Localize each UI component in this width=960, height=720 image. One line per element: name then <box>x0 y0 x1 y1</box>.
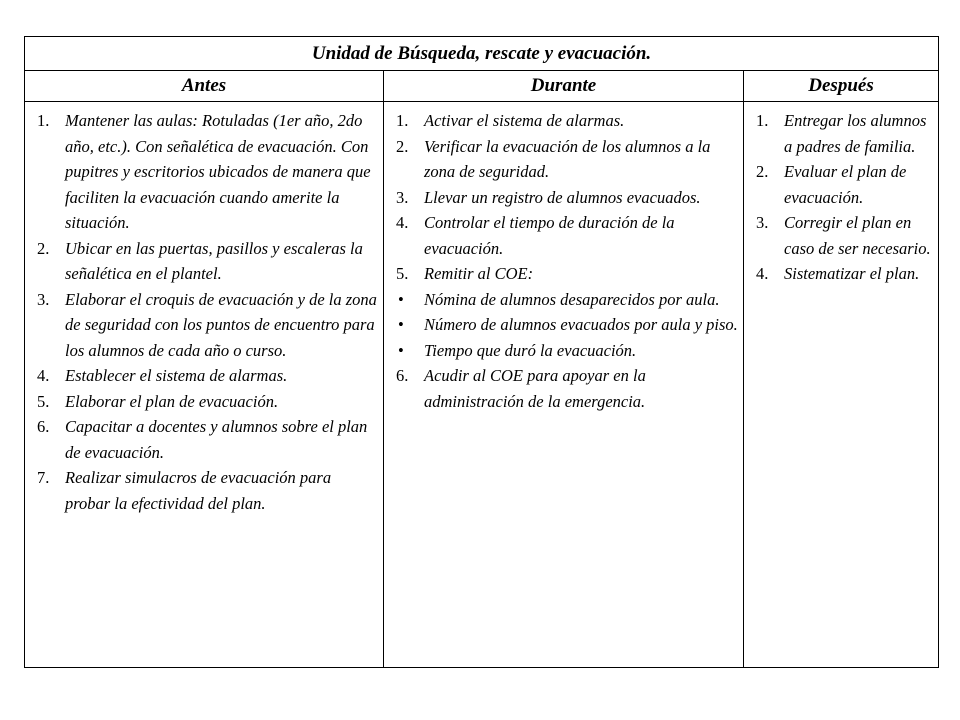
list-item <box>748 210 934 261</box>
header-antes: Antes <box>25 71 384 102</box>
list-number: 2. <box>756 162 769 181</box>
list-item-text: Elaborar el plan de evacuación. <box>65 391 279 411</box>
list-item <box>388 185 739 211</box>
list-item <box>748 108 934 159</box>
list-item-text: Mantener las aulas: Rotuladas (1er año, 2do año, etc.). Con señalética de evacuación. Con pupitres y escritorios ubicados de manera que faciliten la evacuación cuando amerite la situación. <box>65 111 371 232</box>
antes-list <box>25 102 383 516</box>
list-item-text: Controlar el tiempo de duración de la evacuación. <box>424 213 675 258</box>
list-number: 1. <box>756 111 769 130</box>
column-despues <box>744 102 939 668</box>
list-item <box>29 108 379 236</box>
list-item <box>29 363 379 389</box>
list-item <box>388 210 739 261</box>
list-item-text: Llevar un registro de alumnos evacuados. <box>424 187 701 207</box>
list-number: 7. <box>37 468 50 487</box>
list-item-text: Sistematizar el plan. <box>784 264 920 283</box>
list-item <box>748 261 934 287</box>
list-item <box>388 363 739 414</box>
column-antes <box>25 102 384 668</box>
list-number: 5. <box>396 264 409 283</box>
list-item-text: Entregar los alumnos a padres de familia. <box>784 111 927 156</box>
list-number: 4. <box>37 366 50 385</box>
list-item-text: Realizar simulacros de evacuación para probar la efectividad del plan. <box>65 468 332 513</box>
list-number: 2. <box>37 238 50 258</box>
despues-list <box>744 102 938 287</box>
body-row <box>25 102 939 668</box>
list-number: 3. <box>756 213 769 232</box>
list-item-text: Nómina de alumnos desaparecidos por aula. <box>424 289 720 309</box>
list-item <box>388 134 739 185</box>
list-number: 6. <box>396 366 409 385</box>
list-item-text: Evaluar el plan de evacuación. <box>784 162 907 207</box>
list-item <box>388 312 739 338</box>
list-item-text: Verificar la evacuación de los alumnos a la zona de seguridad. <box>424 136 711 181</box>
list-number: 5. <box>37 391 50 411</box>
list-item <box>29 236 379 287</box>
list-item-text: Elaborar el croquis de evacuación y de la zona de seguridad con los puntos de encuentro para los alumnos de cada año o curso. <box>65 289 377 360</box>
list-item-text: Remitir al COE: <box>424 264 534 283</box>
bullet-marker: • <box>398 340 404 360</box>
list-item-text: Ubicar en las puertas, pasillos y escaleras la señalética en el plantel. <box>65 238 363 283</box>
list-item <box>29 389 379 415</box>
list-item-text: Establecer el sistema de alarmas. <box>65 366 288 385</box>
list-number: 1. <box>396 111 409 130</box>
list-item <box>29 465 379 516</box>
list-item-text: Capacitar a docentes y alumnos sobre el plan de evacuación. <box>65 417 368 462</box>
header-row <box>25 71 939 102</box>
list-item-text: Corregir el plan en caso de ser necesario. <box>784 213 931 258</box>
header-durante: Durante <box>384 71 744 102</box>
list-number: 4. <box>756 264 769 283</box>
list-item <box>388 287 739 313</box>
table-title: Unidad de Búsqueda, rescate y evacuación. <box>25 37 939 71</box>
list-item <box>388 261 739 287</box>
list-item <box>29 287 379 364</box>
list-item-text: Activar el sistema de alarmas. <box>424 111 625 130</box>
list-item-text: Número de alumnos evacuados por aula y piso. <box>424 315 738 334</box>
list-item-text: Acudir al COE para apoyar en la administración de la emergencia. <box>424 366 646 411</box>
list-item <box>29 414 379 465</box>
list-number: 6. <box>37 417 50 436</box>
header-despues: Después <box>744 71 939 102</box>
list-number: 3. <box>396 187 409 207</box>
list-number: 2. <box>396 136 409 156</box>
evacuation-plan-table <box>24 36 939 668</box>
title-row <box>25 37 939 71</box>
list-item <box>388 338 739 364</box>
durante-list <box>384 102 743 414</box>
column-durante <box>384 102 744 668</box>
list-item <box>388 108 739 134</box>
list-item <box>748 159 934 210</box>
list-number: 4. <box>396 213 409 232</box>
list-number: 3. <box>37 289 50 309</box>
bullet-marker: • <box>398 289 404 309</box>
bullet-marker: • <box>398 315 404 334</box>
list-number: 1. <box>37 111 50 130</box>
list-item-text: Tiempo que duró la evacuación. <box>424 340 637 360</box>
